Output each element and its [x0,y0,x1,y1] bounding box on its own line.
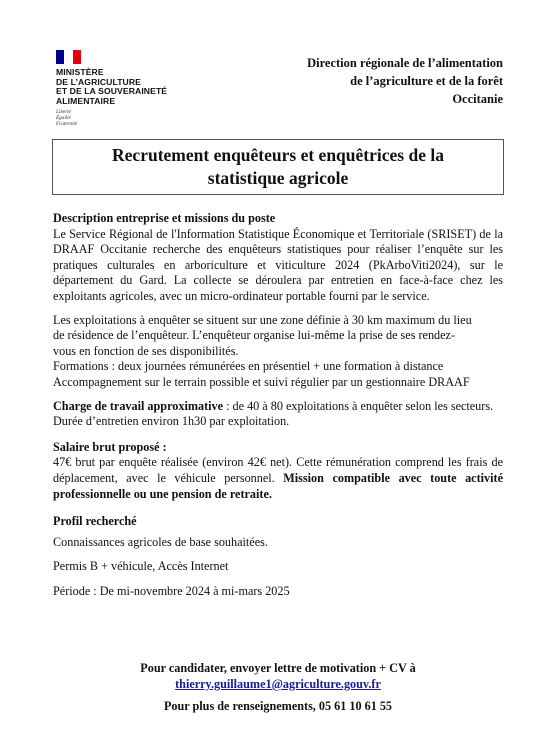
workload-paragraph [53,399,503,430]
description-heading: Description entreprise et missions du poste [53,211,276,225]
org-line: Direction régionale de l’alimentation [307,56,503,70]
conditions-line: Accompagnement sur le terrain possible et suivi régulier par un gestionnaire DRAAF [53,374,470,389]
conditions-line: Formations : deux journées rémunérées en présentiel + une formation à distance [53,359,444,374]
title-line: Recrutement enquêteurs et enquêtrices de la [112,145,444,165]
contact-phone: Pour plus de renseignements, 05 61 10 61 55 [163,699,393,713]
contact-email-link[interactable]: thierry.guillaume1@agriculture.gouv.fr [175,677,381,691]
ministry-line: ALIMENTAIRE [56,95,116,106]
org-line: de l’agriculture et de la forêt [350,74,503,88]
workload-label: Charge de travail approximative [53,398,224,413]
ministry-line: MINISTÈRE [56,67,104,77]
profile-requirements: Permis B + véhicule, Accès Internet [53,559,229,574]
mission-period: Période : De mi-novembre 2024 à mi-mars 2025 [53,583,290,598]
motto-line: Liberté [56,109,71,116]
salary-heading: Salaire brut proposé : [53,439,167,454]
ministry-line: DE L’AGRICULTURE [56,76,141,87]
description-paragraph: Le Service Régional de l'Information Statistique Économique et Territoriale (SRISET) de la DRAAF Occitanie recherche des enquêteurs statistiques pour réaliser l’enquête sur les pratiques culturales en arboriculture et viticulture 2024 (PkArboViti2024), sur le département du Gard. La collecte se déroulera par entretien en face-à-face chez les exploitants agricoles, avec un micro-ordinateur portable fourni par le service. [53,226,503,303]
ministry-logo [56,50,196,127]
republic-motto [56,109,196,127]
conditions-line: vous en fonction de ses disponibilités. [53,343,239,358]
profile-skills: Connaissances agricoles de base souhaitées. [53,534,268,549]
apply-instructions: Pour candidater, envoyer lettre de motivation + CV à [140,661,416,675]
ministry-line: ET DE LA SOUVERAINETÉ [56,86,168,97]
application-footer [53,660,503,714]
workload-text: : de 40 à 80 exploitations à enquêter selon les secteurs. Durée d’entretien environ 1h30 par exploitation. [53,398,494,429]
page-title [112,144,444,190]
ministry-name [56,68,196,106]
profile-heading: Profil recherché [53,514,137,529]
org-line: Occitanie [452,92,503,106]
salary-compatibility: Mission compatible avec toute activité professionnelle ou une pension de retraite. [53,470,503,501]
conditions-block [53,313,503,391]
motto-line: Fraternité [56,121,78,128]
job-content [53,211,503,599]
salary-paragraph [53,455,503,502]
organization-header [307,54,503,108]
conditions-line: Les exploitations à enquêter se situent sur une zone définie à 30 km maximum du lieu [53,312,472,327]
title-line: statistique agricole [207,168,349,188]
conditions-line: de résidence de l’enquêteur. L’enquêteur organise lui-même la prise de ses rendez- [53,328,456,343]
title-box [52,139,504,195]
motto-line: Égalité [56,115,71,122]
french-flag-icon [56,50,81,64]
salary-text: 47€ brut par enquête réalisée (environ 42€ net). Cette rémunération comprend les frais de déplacement, avec le véhicule personnel. [53,455,503,485]
